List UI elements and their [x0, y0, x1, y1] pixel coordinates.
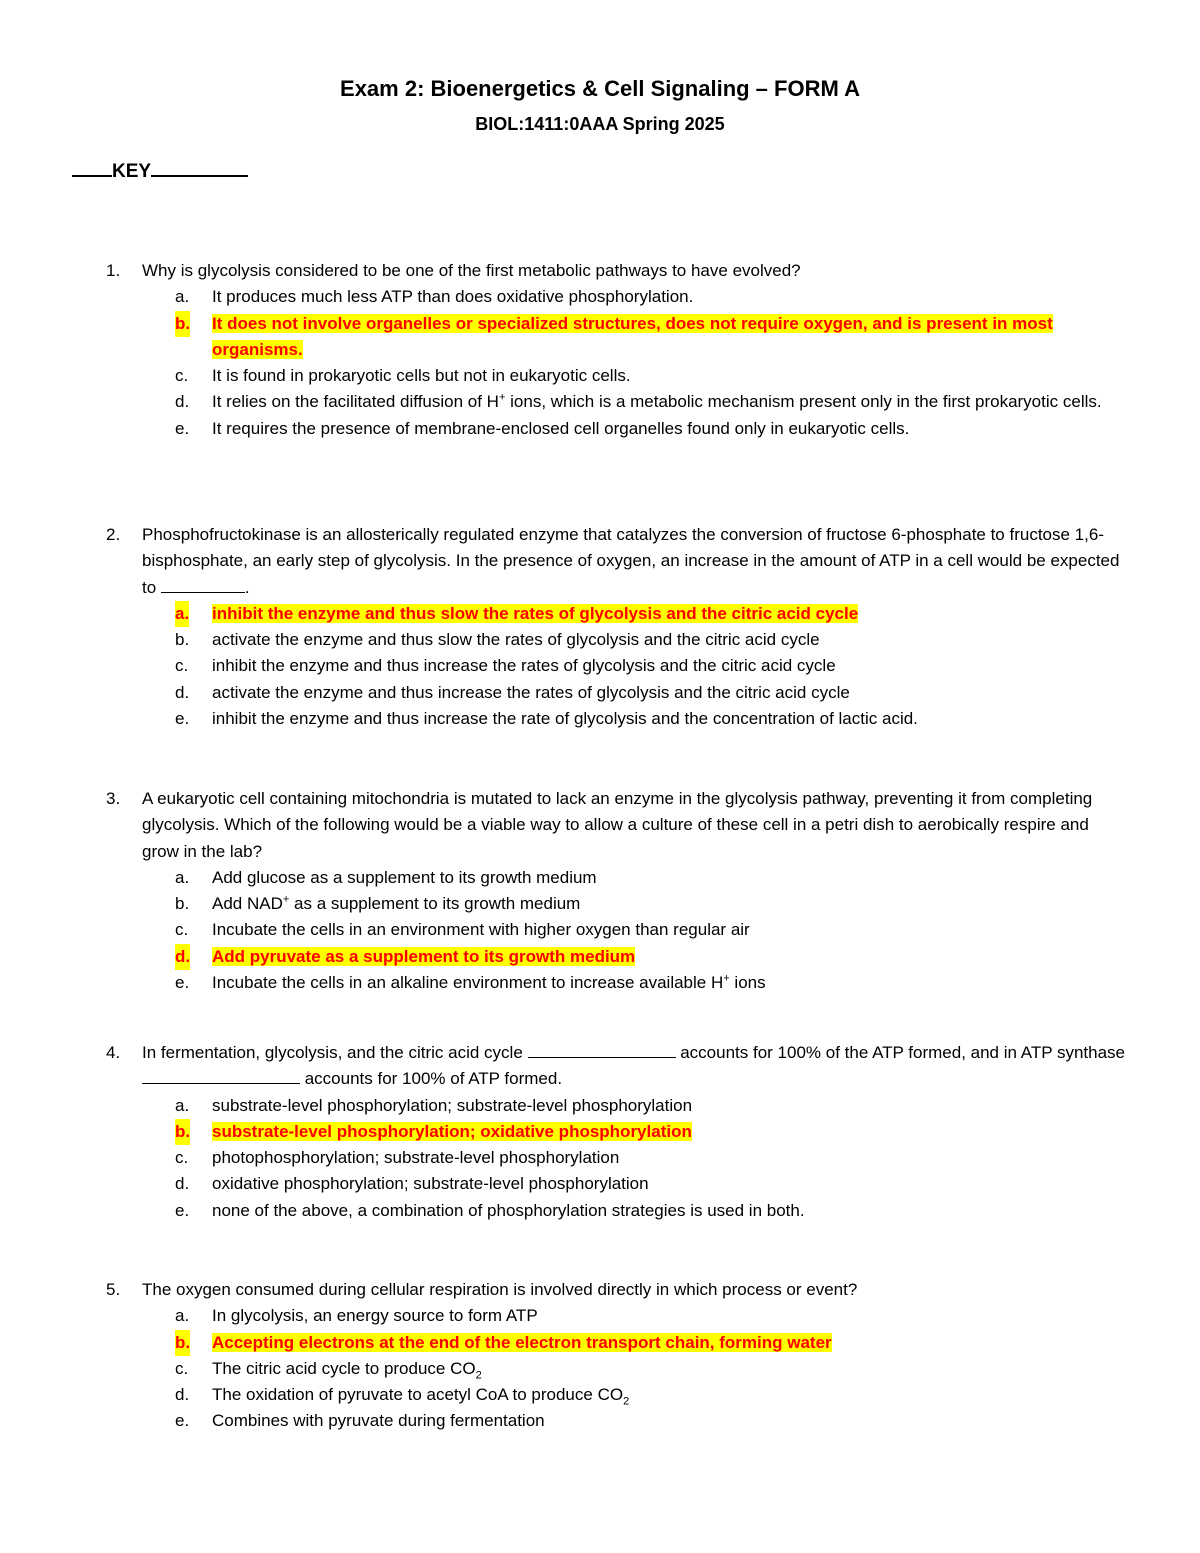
answer-options	[0, 1303, 1200, 1434]
answer-options	[0, 601, 1200, 732]
answer-blank-2	[142, 1069, 300, 1084]
option-b-correct	[0, 1119, 1200, 1145]
question-text-end: accounts for 100% of ATP formed.	[300, 1069, 563, 1089]
option-text	[212, 392, 1102, 411]
option-letter: d.	[175, 944, 190, 970]
answer-options	[0, 865, 1200, 996]
option-text: photophosphorylation; substrate-level phosphorylation	[212, 1148, 620, 1168]
option-letter: a.	[175, 287, 190, 307]
question-stem	[0, 1277, 1200, 1303]
option-letter: e.	[175, 709, 190, 729]
option-text	[212, 1358, 482, 1382]
option-e	[0, 970, 1200, 996]
option-text: substrate-level phosphorylation; substrate-level phosphorylation	[212, 1095, 693, 1115]
question-text: A eukaryotic cell containing mitochondria is mutated to lack an enzyme in the glycolysis pathway, preventing it from completing glycolysis. Which of the following would be a viable way to allow a culture of these cell in a petri dish to aerobically respire and grow in the lab?	[142, 789, 1093, 861]
key-underline-left	[72, 175, 112, 177]
question-stem	[0, 258, 1200, 284]
answer-blank-1	[528, 1043, 676, 1058]
exam-title: Exam 2: Bioenergetics & Cell Signaling – FORM A	[340, 76, 860, 101]
option-letter: b.	[175, 894, 190, 914]
option-text: It is found in prokaryotic cells but not in eukaryotic cells.	[212, 366, 631, 386]
question-stem	[0, 522, 1200, 601]
option-e	[0, 1198, 1200, 1224]
option-c	[0, 363, 1200, 389]
option-letter: e.	[175, 1411, 190, 1431]
option-d	[0, 1382, 1200, 1408]
option-letter: b.	[175, 1330, 190, 1356]
option-letter: d.	[175, 682, 190, 702]
option-text: It produces much less ATP than does oxidative phosphorylation.	[212, 287, 694, 307]
question-number: 5.	[106, 1280, 121, 1299]
option-text: Add pyruvate as a supplement to its growth medium	[212, 946, 636, 966]
question-text-middle: accounts for 100% of the ATP formed, and in ATP synthase	[675, 1043, 1126, 1062]
option-letter: d.	[175, 1385, 190, 1405]
option-d	[0, 1171, 1200, 1197]
key-underline-right	[151, 175, 248, 177]
option-text-part: Add NAD	[212, 894, 283, 914]
question-text-end: .	[244, 577, 250, 597]
answer-options	[0, 284, 1200, 442]
option-text: Combines with pyruvate during fermentation	[212, 1411, 545, 1431]
key-label-line	[72, 158, 248, 186]
option-letter: b.	[175, 630, 190, 650]
option-text-part: as a supplement to its growth medium	[289, 894, 581, 914]
option-letter: c.	[175, 1148, 189, 1168]
option-letter: c.	[175, 656, 189, 676]
question-text: The oxygen consumed during cellular respiration is involved directly in which process or event?	[142, 1280, 858, 1299]
option-c	[0, 1145, 1200, 1171]
option-a	[0, 865, 1200, 891]
option-letter: c.	[175, 1358, 189, 1378]
option-text-part: Incubate the cells in an alkaline environment to increase available H	[212, 973, 724, 993]
superscript: +	[498, 391, 506, 404]
question-number: 1.	[106, 261, 121, 280]
option-text: It does not involve organelles or specialized structures, does not require oxygen, and is present in most organisms.	[212, 313, 1053, 359]
option-a	[0, 1093, 1200, 1119]
question-2	[0, 522, 1200, 732]
option-letter: b.	[175, 311, 190, 337]
question-5	[0, 1277, 1200, 1435]
option-text: inhibit the enzyme and thus slow the rates of glycolysis and the citric acid cycle	[212, 603, 859, 623]
superscript: +	[282, 893, 290, 906]
option-b	[0, 891, 1200, 917]
option-letter: e.	[175, 1200, 190, 1220]
option-text: none of the above, a combination of phosphorylation strategies is used in both.	[212, 1200, 805, 1220]
option-text: Accepting electrons at the end of the electron transport chain, forming water	[212, 1332, 832, 1352]
subscript: 2	[475, 1369, 482, 1382]
question-number: 2.	[106, 525, 121, 544]
question-1	[0, 258, 1200, 442]
option-text: Incubate the cells in an environment with higher oxygen than regular air	[212, 920, 750, 940]
option-e	[0, 1408, 1200, 1434]
option-letter: e.	[175, 973, 190, 993]
option-letter: d.	[175, 1174, 190, 1194]
option-text: substrate-level phosphorylation; oxidative phosphorylation	[212, 1121, 692, 1141]
option-text: activate the enzyme and thus slow the rates of glycolysis and the citric acid cycle	[212, 630, 820, 650]
option-letter: a.	[175, 1095, 190, 1115]
answer-blank	[161, 578, 245, 593]
question-text: Phosphofructokinase is an allosterically regulated enzyme that catalyzes the conversion of fructose 6-phosphate to fructose 1,6-bisphosphate, an early step of glycolysis. In the presence of oxygen, an increase in the amount of ATP in a cell would be expected to	[142, 525, 1120, 597]
answer-options	[0, 1093, 1200, 1224]
option-text	[212, 973, 766, 992]
option-d	[0, 389, 1200, 415]
option-letter: a.	[175, 601, 189, 627]
option-text	[212, 1385, 630, 1408]
option-b	[0, 627, 1200, 653]
question-3	[0, 786, 1200, 996]
question-stem	[0, 786, 1200, 865]
option-c	[0, 917, 1200, 943]
option-text: In glycolysis, an energy source to form ATP	[212, 1306, 538, 1326]
option-text: Add glucose as a supplement to its growth medium	[212, 867, 597, 887]
question-4	[0, 1040, 1200, 1224]
subscript: 2	[623, 1395, 630, 1408]
option-letter: c.	[175, 920, 189, 940]
option-text-part: The citric acid cycle to produce CO	[212, 1358, 476, 1378]
option-text-part: The oxidation of pyruvate to acetyl CoA to produce CO	[212, 1385, 624, 1405]
question-number: 4.	[106, 1043, 121, 1062]
option-text: oxidative phosphorylation; substrate-level phosphorylation	[212, 1174, 649, 1194]
option-d	[0, 680, 1200, 706]
option-a	[0, 284, 1200, 310]
option-text-part: ions	[729, 973, 766, 993]
option-text: activate the enzyme and thus increase the rates of glycolysis and the citric acid cycle	[212, 682, 850, 702]
question-stem	[0, 1040, 1200, 1093]
option-text-part: ions, which is a metabolic mechanism present only in the first prokaryotic cells.	[505, 392, 1102, 412]
option-letter: d.	[175, 392, 190, 412]
key-label: KEY	[112, 161, 152, 182]
option-letter: e.	[175, 418, 190, 438]
question-text: In fermentation, glycolysis, and the citric acid cycle	[142, 1043, 528, 1062]
option-letter: a.	[175, 867, 190, 887]
option-e	[0, 416, 1200, 442]
option-text: inhibit the enzyme and thus increase the rates of glycolysis and the citric acid cycle	[212, 656, 836, 676]
superscript: +	[723, 972, 730, 985]
question-text: Why is glycolysis considered to be one of the first metabolic pathways to have evolved?	[142, 261, 801, 280]
option-c	[0, 1356, 1200, 1382]
course-subtitle: BIOL:1411:0AAA Spring 2025	[475, 114, 725, 134]
option-c	[0, 653, 1200, 679]
option-letter: c.	[175, 366, 189, 386]
option-a-correct	[0, 601, 1200, 627]
option-b-correct	[0, 311, 1200, 364]
option-text-part: It relies on the facilitated diffusion of H	[212, 392, 499, 412]
option-a	[0, 1303, 1200, 1329]
option-e	[0, 706, 1200, 732]
option-text: It requires the presence of membrane-enclosed cell organelles found only in eukaryotic cells.	[212, 418, 910, 438]
option-b-correct	[0, 1330, 1200, 1356]
option-text	[212, 894, 580, 913]
question-number: 3.	[106, 789, 121, 808]
option-d-correct	[0, 944, 1200, 970]
option-letter: b.	[175, 1119, 190, 1145]
option-text: inhibit the enzyme and thus increase the rate of glycolysis and the concentration of lactic acid.	[212, 709, 918, 729]
option-letter: a.	[175, 1306, 190, 1326]
